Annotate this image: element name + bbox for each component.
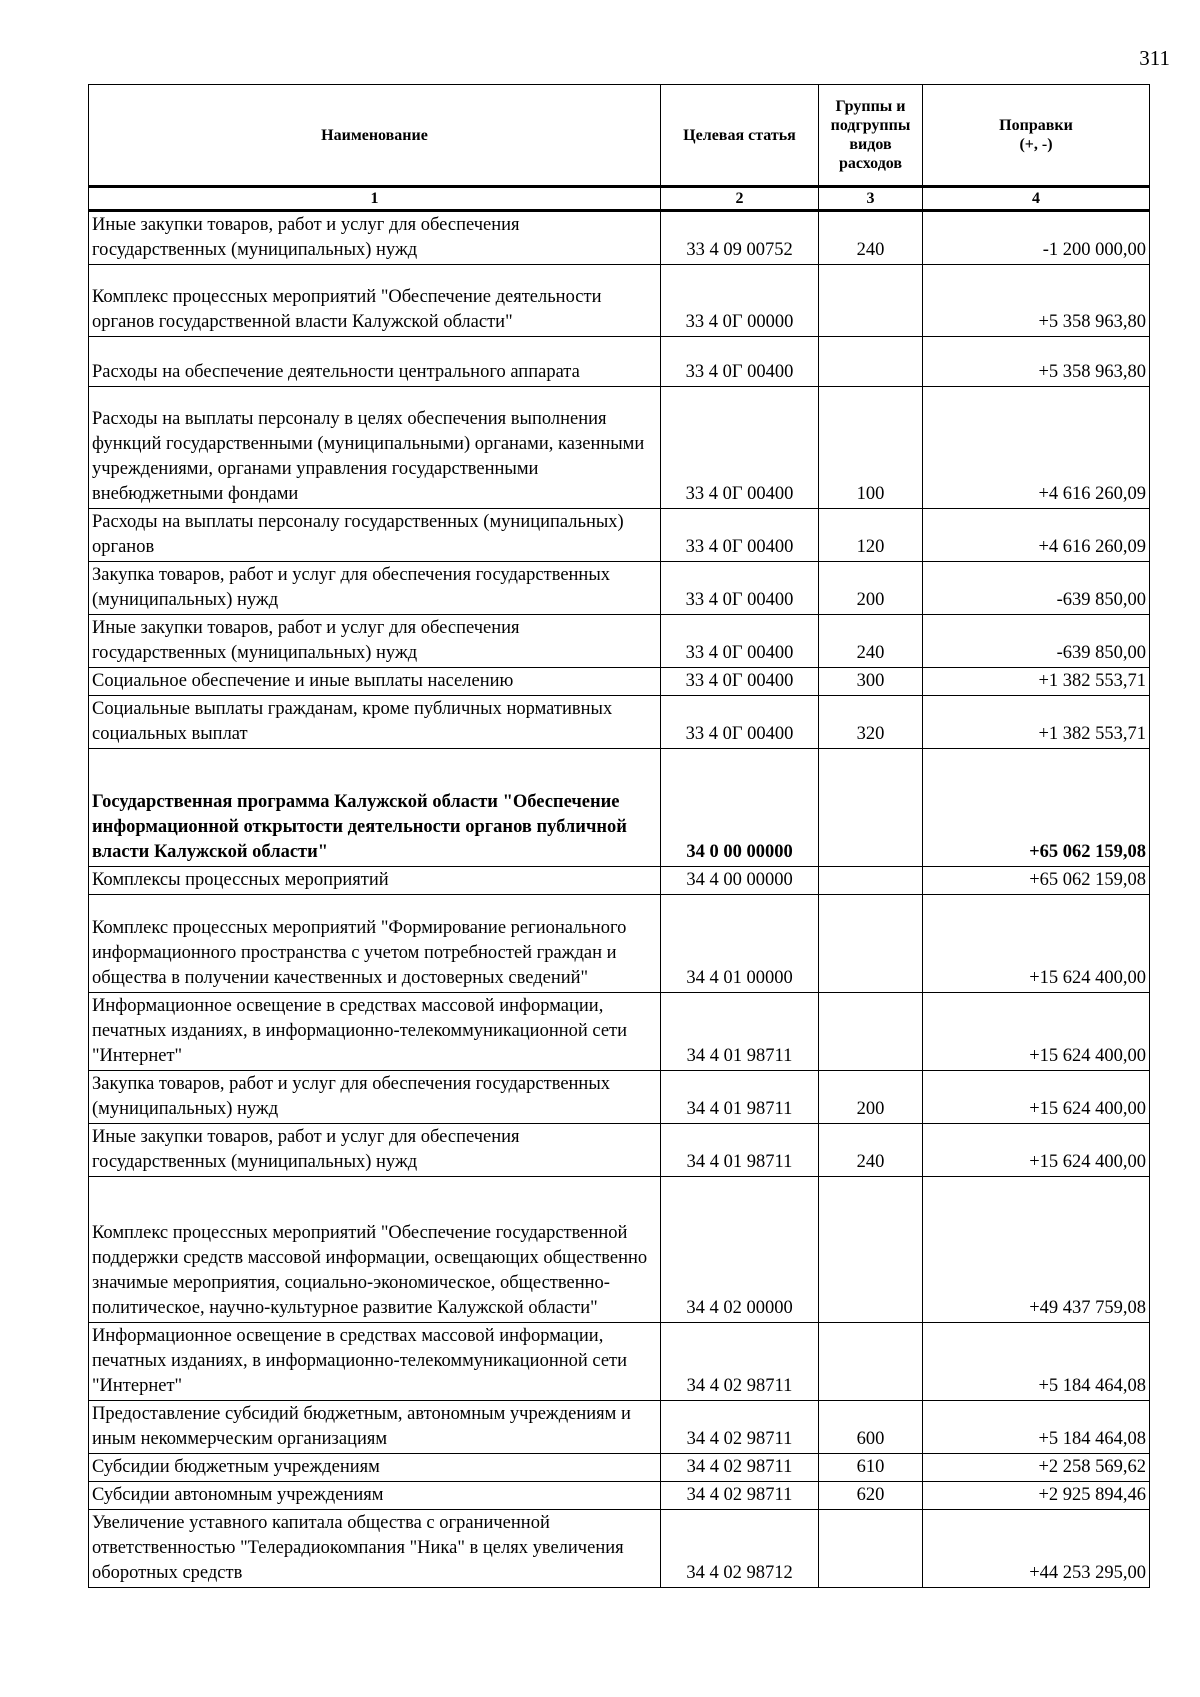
- row-expense-group-cell: [819, 1510, 923, 1588]
- table-row: [89, 265, 1150, 337]
- row-amendment-cell: +5 358 963,80: [923, 337, 1150, 387]
- row-target-article-cell: 33 4 0Г 00400: [661, 337, 819, 387]
- table-row: [89, 1510, 1150, 1588]
- table-row: [89, 1323, 1150, 1401]
- row-target-article-cell: 33 4 0Г 00400: [661, 509, 819, 562]
- row-name-cell: Государственная программа Калужской области "Обеспечение информационной открытости деятельности органов публичной власти Калужской области": [89, 749, 661, 867]
- row-expense-group-cell: 240: [819, 1124, 923, 1177]
- row-name-cell: Информационное освещение в средствах массовой информации, печатных изданиях, в информационно-телекоммуникационной сети "Интернет": [89, 993, 661, 1071]
- row-target-article-cell: 33 4 0Г 00400: [661, 562, 819, 615]
- row-amendment-cell: +1 382 553,71: [923, 696, 1150, 749]
- row-name-cell: Субсидии автономным учреждениям: [89, 1482, 661, 1510]
- row-expense-group-cell: [819, 867, 923, 895]
- row-name-cell: Комплекс процессных мероприятий "Обеспечение государственной поддержки средств массовой информации, освещающих общественно значимые мероприятия, социально-экономическое, общественно-политическое, научно-культурное развитие Калужской области": [89, 1177, 661, 1323]
- header-name: Наименование: [89, 85, 661, 187]
- row-name-cell: Предоставление субсидий бюджетным, автономным учреждениям и иным некоммерческим организациям: [89, 1401, 661, 1454]
- row-expense-group-cell: [819, 993, 923, 1071]
- table-row: [89, 337, 1150, 387]
- row-expense-group-cell: 240: [819, 615, 923, 668]
- header-amendments-title: Поправки: [999, 117, 1073, 134]
- row-expense-group-cell: 600: [819, 1401, 923, 1454]
- table-row: [89, 211, 1150, 265]
- row-name-cell: Комплекс процессных мероприятий "Формирование регионального информационного пространства с учетом потребностей граждан и общества в получении качественных и достоверных сведений": [89, 895, 661, 993]
- table-body: [89, 211, 1150, 1588]
- row-name-cell: Иные закупки товаров, работ и услуг для обеспечения государственных (муниципальных) нужд: [89, 615, 661, 668]
- row-name-cell: Расходы на выплаты персоналу государственных (муниципальных) органов: [89, 509, 661, 562]
- row-name-cell: Информационное освещение в средствах массовой информации, печатных изданиях, в информационно-телекоммуникационной сети "Интернет": [89, 1323, 661, 1401]
- row-amendment-cell: -1 200 000,00: [923, 211, 1150, 265]
- row-target-article-cell: 34 4 02 98711: [661, 1323, 819, 1401]
- row-amendment-cell: +2 925 894,46: [923, 1482, 1150, 1510]
- row-target-article-cell: 34 4 01 98711: [661, 1071, 819, 1124]
- row-target-article-cell: 33 4 0Г 00400: [661, 387, 819, 509]
- row-name-cell: Увеличение уставного капитала общества с ограниченной ответственностью "Телерадиокомпания "Ника" в целях увеличения оборотных средств: [89, 1510, 661, 1588]
- table-row: [89, 749, 1150, 867]
- row-amendment-cell: +65 062 159,08: [923, 867, 1150, 895]
- column-number-1: 1: [89, 187, 661, 211]
- row-name-cell: Комплексы процессных мероприятий: [89, 867, 661, 895]
- row-amendment-cell: +65 062 159,08: [923, 749, 1150, 867]
- row-name-cell: Иные закупки товаров, работ и услуг для обеспечения государственных (муниципальных) нужд: [89, 211, 661, 265]
- row-target-article-cell: 33 4 0Г 00400: [661, 696, 819, 749]
- row-amendment-cell: +15 624 400,00: [923, 1071, 1150, 1124]
- table-row: [89, 1482, 1150, 1510]
- row-name-cell: Субсидии бюджетным учреждениям: [89, 1454, 661, 1482]
- row-amendment-cell: +5 184 464,08: [923, 1401, 1150, 1454]
- column-number-4: 4: [923, 187, 1150, 211]
- row-expense-group-cell: [819, 1177, 923, 1323]
- row-expense-group-cell: 610: [819, 1454, 923, 1482]
- row-amendment-cell: +15 624 400,00: [923, 895, 1150, 993]
- row-expense-group-cell: 300: [819, 668, 923, 696]
- row-target-article-cell: 34 4 02 98711: [661, 1401, 819, 1454]
- row-amendment-cell: +4 616 260,09: [923, 509, 1150, 562]
- row-target-article-cell: 34 4 01 98711: [661, 1124, 819, 1177]
- row-expense-group-cell: 200: [819, 562, 923, 615]
- row-target-article-cell: 34 4 01 98711: [661, 993, 819, 1071]
- table-row: [89, 387, 1150, 509]
- row-target-article-cell: 34 4 02 98711: [661, 1482, 819, 1510]
- row-target-article-cell: 34 4 02 98712: [661, 1510, 819, 1588]
- table-column-numbers-row: [89, 187, 1150, 211]
- row-amendment-cell: -639 850,00: [923, 562, 1150, 615]
- table-row: [89, 1071, 1150, 1124]
- row-expense-group-cell: [819, 1323, 923, 1401]
- table-row: [89, 668, 1150, 696]
- table-header-row: [89, 85, 1150, 187]
- header-expense-groups: Группы и подгруппы видов расходов: [819, 85, 923, 187]
- header-amendments-sign: (+, -): [1019, 136, 1053, 153]
- row-target-article-cell: 33 4 0Г 00000: [661, 265, 819, 337]
- table-row: [89, 895, 1150, 993]
- table-row: [89, 615, 1150, 668]
- table-row: [89, 562, 1150, 615]
- row-expense-group-cell: [819, 337, 923, 387]
- row-amendment-cell: +5 184 464,08: [923, 1323, 1150, 1401]
- row-name-cell: Расходы на выплаты персоналу в целях обеспечения выполнения функций государственными (муниципальными) органами, казенными учреждениями, органами управления государственными внебюджетными фондами: [89, 387, 661, 509]
- row-target-article-cell: 34 4 01 00000: [661, 895, 819, 993]
- table-row: [89, 1454, 1150, 1482]
- row-amendment-cell: +1 382 553,71: [923, 668, 1150, 696]
- row-expense-group-cell: 120: [819, 509, 923, 562]
- header-amendments: [923, 85, 1150, 187]
- page-number: 311: [1139, 46, 1170, 70]
- row-name-cell: Закупка товаров, работ и услуг для обеспечения государственных (муниципальных) нужд: [89, 1071, 661, 1124]
- row-name-cell: Социальное обеспечение и иные выплаты населению: [89, 668, 661, 696]
- row-expense-group-cell: 100: [819, 387, 923, 509]
- row-expense-group-cell: 320: [819, 696, 923, 749]
- row-amendment-cell: +4 616 260,09: [923, 387, 1150, 509]
- row-name-cell: Социальные выплаты гражданам, кроме публичных нормативных социальных выплат: [89, 696, 661, 749]
- table-row: [89, 509, 1150, 562]
- row-amendment-cell: -639 850,00: [923, 615, 1150, 668]
- row-amendment-cell: +44 253 295,00: [923, 1510, 1150, 1588]
- row-amendment-cell: +2 258 569,62: [923, 1454, 1150, 1482]
- row-target-article-cell: 34 4 02 98711: [661, 1454, 819, 1482]
- row-target-article-cell: 34 4 02 00000: [661, 1177, 819, 1323]
- row-amendment-cell: +15 624 400,00: [923, 993, 1150, 1071]
- row-target-article-cell: 34 4 00 00000: [661, 867, 819, 895]
- table-row: [89, 867, 1150, 895]
- row-target-article-cell: 34 0 00 00000: [661, 749, 819, 867]
- row-amendment-cell: +5 358 963,80: [923, 265, 1150, 337]
- table-row: [89, 696, 1150, 749]
- row-expense-group-cell: 620: [819, 1482, 923, 1510]
- column-number-3: 3: [819, 187, 923, 211]
- row-name-cell: Комплекс процессных мероприятий "Обеспечение деятельности органов государственной власти Калужской области": [89, 265, 661, 337]
- row-name-cell: Расходы на обеспечение деятельности центрального аппарата: [89, 337, 661, 387]
- row-expense-group-cell: [819, 265, 923, 337]
- table-row: [89, 1401, 1150, 1454]
- table-row: [89, 1177, 1150, 1323]
- table-row: [89, 1124, 1150, 1177]
- row-amendment-cell: +15 624 400,00: [923, 1124, 1150, 1177]
- row-expense-group-cell: 200: [819, 1071, 923, 1124]
- header-target-article: Целевая статья: [661, 85, 819, 187]
- row-target-article-cell: 33 4 09 00752: [661, 211, 819, 265]
- row-amendment-cell: +49 437 759,08: [923, 1177, 1150, 1323]
- row-name-cell: Закупка товаров, работ и услуг для обеспечения государственных (муниципальных) нужд: [89, 562, 661, 615]
- table-row: [89, 993, 1150, 1071]
- row-target-article-cell: 33 4 0Г 00400: [661, 615, 819, 668]
- row-target-article-cell: 33 4 0Г 00400: [661, 668, 819, 696]
- row-expense-group-cell: 240: [819, 211, 923, 265]
- row-expense-group-cell: [819, 749, 923, 867]
- row-expense-group-cell: [819, 895, 923, 993]
- column-number-2: 2: [661, 187, 819, 211]
- row-name-cell: Иные закупки товаров, работ и услуг для обеспечения государственных (муниципальных) нужд: [89, 1124, 661, 1177]
- budget-table: [88, 84, 1150, 1588]
